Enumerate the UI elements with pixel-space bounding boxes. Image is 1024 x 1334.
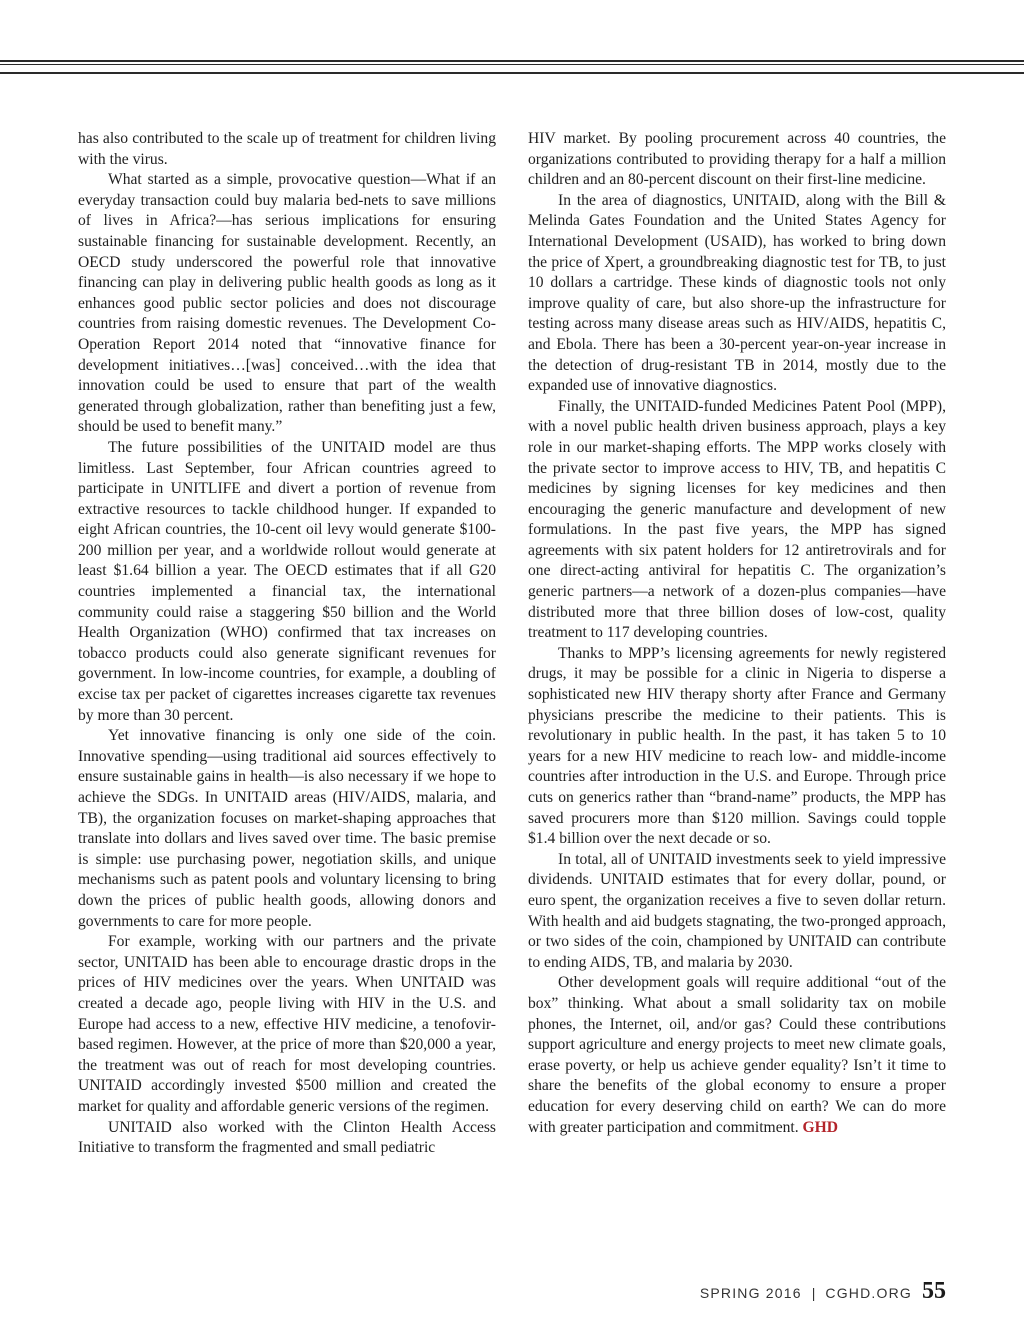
footer-site: CGHD.ORG — [825, 1285, 912, 1301]
paragraph: Yet innovative financing is only one side of the coin. Innovative spending—using traditional aid sources effectively to ensure sustainable gains in health—is also necessary if we hope to achieve the SDGs. In UNITAID areas (HIV/AIDS, malaria, and TB), the organization focuses on market-shaping approaches that translate into dollars and lives saved over time. The basic premise is simple: use purchasing power, negotiation skills, and unique mechanisms such as patent pools and voluntary licensing to bring down the prices of public health goods, allowing donors and governments to care for more people. — [78, 727, 496, 930]
paragraph: Thanks to MPP’s licensing agreements for newly registered drugs, it may be possible for a clinic in Nigeria to disperse a sophisticated new HIV therapy shorty after France and Germany physicians prescribe the medicine to their patients. This is revolutionary in public health. In the past, it has taken 5 to 10 years for a new HIV medicine to reach low- and middle-income countries after introduction in the U.S. and Europe. Through price cuts on generics rather than “brand-name” products, the MPP has saved procurers more than $120 million. Savings could topple $1.4 billion over the next decade or so. — [528, 644, 946, 848]
header-rule — [0, 60, 1024, 74]
paragraph: The future possibilities of the UNITAID model are thus limitless. Last September, four African countries agreed to participate in UNITLIFE and divert a portion of revenue from extractive resources to tackle childhood hunger. If expanded to eight African countries, the 10-cent oil levy would generate $100-200 million per year, and a worldwide rollout would generate at least $1.64 billion a year. The OECD estimates that if all G20 countries implemented a financial tax, the international community could raise a staggering $50 billion and the World Health Organization (WHO) confirmed that tax increases on tobacco products could also generate significant revenues for government. In low-income countries, for example, a doubling of excise tax per packet of cigarettes increases cigarette tax revenues by more than 30 percent. — [78, 438, 496, 724]
paragraph: For example, working with our partners and the private sector, UNITAID has been able to encourage drastic drops in the prices of HIV medicines over the years. When UNITAID was created a decade ago, people living with HIV in the U.S. and Europe had access to a new, effective HIV medicine, a tenofovir-based regimen. However, at the price of more than $20,000 a year, the treatment was out of reach for most developing countries. UNITAID accordingly invested $500 million and created the market for quality and affordable generic versions of the regimen. — [78, 933, 496, 1115]
paragraph: UNITAID also worked with the Clinton Health Access Initiative to transform the fragmented and small pediatric — [78, 1118, 496, 1157]
footer-issue: SPRING 2016 — [699, 1285, 802, 1301]
final-paragraph — [528, 973, 946, 1138]
paragraph: In the area of diagnostics, UNITAID, along with the Bill & Melinda Gates Foundation and the United States Agency for International Development (USAID), has worked to bring down the price of Xpert, a groundbreaking diagnostic test for TB, to just 10 dollars a cartridge. These kinds of diagnostic tools not only improve quality of care, but also shore-up the infrastructure for testing across many disease areas such as HIV/AIDS, hepatitis C, and Ebola. There has been a 30-percent year-on-year increase in the detection of drug-resistant TB in 2014, mostly due to the expanded use of innovative diagnostics. — [528, 191, 946, 395]
footer-separator: | — [811, 1285, 816, 1301]
left-column — [78, 129, 496, 1159]
paragraph: HIV market. By pooling procurement across 40 countries, the organizations contributed to providing therapy for a half a million children and an 80-percent discount on their first-line medicine. — [528, 130, 946, 189]
final-paragraph-text: Other development goals will require additional “out of the box” thinking. What about a small solidarity tax on mobile phones, the Internet, oil, and/or gas? Could these contributions support agriculture and energy projects to meet new climate goals, erase poverty, or help us achieve gender equality? Isn’t it time to share the benefits of the global economy to ensure a proper education for every deserving child on earth? We can do more with greater participation and commitment. — [528, 974, 946, 1136]
paragraph: Finally, the UNITAID-funded Medicines Patent Pool (MPP), with a novel public health driven business approach, plays a key role in our market-shaping efforts. The MPP works closely with the private sector to improve access to HIV, TB, and hepatitis C medicines by signing licenses for key medicines and then encouraging the generic manufacture and development of new formulations. In the past five years, the MPP has signed agreements with six patent holders for 12 antiretrovirals and for one direct-acting antiviral for hepatitis C. The organization’s generic partners—a network of a dozen-plus companies—have distributed more that three billion doses of low-cost, quality treatment to 117 developing countries. — [528, 397, 946, 642]
right-column — [528, 129, 946, 1138]
paragraph: What started as a simple, provocative question—What if an everyday transaction could buy malaria bed-nets to save millions of lives in Africa?—has serious implications for ensuring sustainable financing for sustainable development. Recently, an OECD study underscored the powerful role that innovative financing can play in delivering public health goods as long as it enhances good public sector policies and does not discourage countries from raising domestic revenues. The Development Co-Operation Report 2014 noted that “innovative finance for development initiatives…[was] conceived…with the idea that innovation could be used to ensure that part of the wealth generated through globalization, rather than benefiting just a few, should be used to benefit many.” — [78, 171, 496, 436]
page-footer — [700, 1278, 946, 1305]
paragraph: In total, all of UNITAID investments seek to yield impressive dividends. UNITAID estimates that for every dollar, pound, or euro spent, the organization receives a five to seven dollar return. With health and aid budgets stagnating, the two-pronged approach, or two sides of the coin, championed by UNITAID can contribute to ending AIDS, TB, and malaria by 2030. — [528, 850, 946, 971]
paragraph: has also contributed to the scale up of treatment for children living with the virus. — [78, 130, 496, 168]
page-number: 55 — [922, 1278, 946, 1304]
header-rule-inner — [0, 64, 1024, 65]
end-mark: GHD — [802, 1118, 839, 1136]
